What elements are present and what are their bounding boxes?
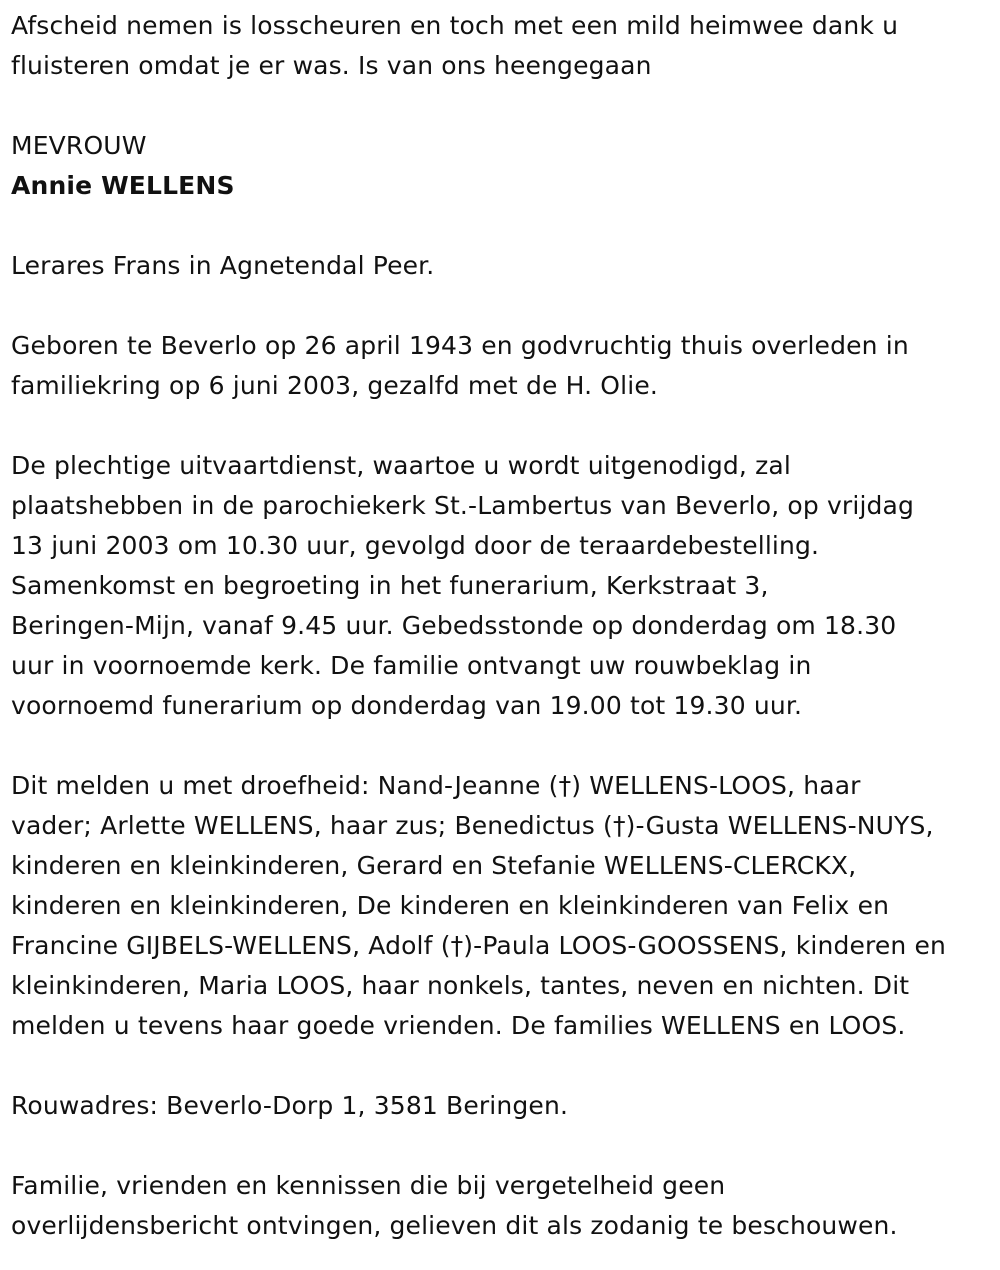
birth-death-paragraph [11, 326, 995, 406]
text-line: plaatshebben in de parochiekerk St.-Lambertus van Beverlo, op vrijdag [11, 491, 915, 520]
text-line: familiekring op 6 juni 2003, gezalfd met de H. Olie. [11, 371, 658, 400]
text-line: overlijdensbericht ontvingen, gelieven dit als zodanig te beschouwen. [11, 1211, 898, 1240]
paragraph-gap [11, 206, 995, 246]
mourning-address: Rouwadres: Beverlo-Dorp 1, 3581 Beringen. [11, 1091, 569, 1120]
deceased-name: Annie WELLENS [11, 171, 235, 200]
text-line: fluisteren omdat je er was. Is van ons heengegaan [11, 51, 652, 80]
text-line: Dit melden u met droefheid: Nand-Jeanne (†) WELLENS-LOOS, haar [11, 771, 861, 800]
text-line: kinderen en kleinkinderen, De kinderen en kleinkinderen van Felix en [11, 891, 890, 920]
text-line: melden u tevens haar goede vrienden. De families WELLENS en LOOS. [11, 1011, 906, 1040]
text-line: De plechtige uitvaartdienst, waartoe u wordt uitgenodigd, zal [11, 451, 791, 480]
honorific: MEVROUW [11, 131, 147, 160]
text-line: Afscheid nemen is losscheuren en toch met een mild heimwee dank u [11, 11, 899, 40]
paragraph-gap [11, 1046, 995, 1086]
paragraph-gap [11, 286, 995, 326]
service-paragraph [11, 446, 995, 726]
text-line: uur in voornoemde kerk. De familie ontvangt uw rouwbeklag in [11, 651, 812, 680]
text-line: Francine GIJBELS-WELLENS, Adolf (†)-Paula LOOS-GOOSSENS, kinderen en [11, 931, 947, 960]
closing-paragraph [11, 1166, 995, 1246]
text-line: Familie, vrienden en kennissen die bij vergetelheid geen [11, 1171, 726, 1200]
occupation: Lerares Frans in Agnetendal Peer. [11, 251, 435, 280]
text-line: 13 juni 2003 om 10.30 uur, gevolgd door de teraardebestelling. [11, 531, 820, 560]
family-paragraph [11, 766, 995, 1046]
text-line: Beringen-Mijn, vanaf 9.45 uur. Gebedsstonde op donderdag om 18.30 [11, 611, 897, 640]
paragraph-gap [11, 86, 995, 126]
text-line: voornoemd funerarium op donderdag van 19.00 tot 19.30 uur. [11, 691, 803, 720]
text-line: Geboren te Beverlo op 26 april 1943 en godvruchtig thuis overleden in [11, 331, 909, 360]
paragraph-gap [11, 406, 995, 446]
text-line: Samenkomst en begroeting in het funerarium, Kerkstraat 3, [11, 571, 769, 600]
intro-paragraph [11, 6, 995, 86]
obituary-document [11, 6, 995, 1246]
text-line: kleinkinderen, Maria LOOS, haar nonkels, tantes, neven en nichten. Dit [11, 971, 910, 1000]
text-line: vader; Arlette WELLENS, haar zus; Benedictus (†)-Gusta WELLENS-NUYS, [11, 811, 934, 840]
paragraph-gap [11, 726, 995, 766]
paragraph-gap [11, 1126, 995, 1166]
text-line: kinderen en kleinkinderen, Gerard en Stefanie WELLENS-CLERCKX, [11, 851, 857, 880]
